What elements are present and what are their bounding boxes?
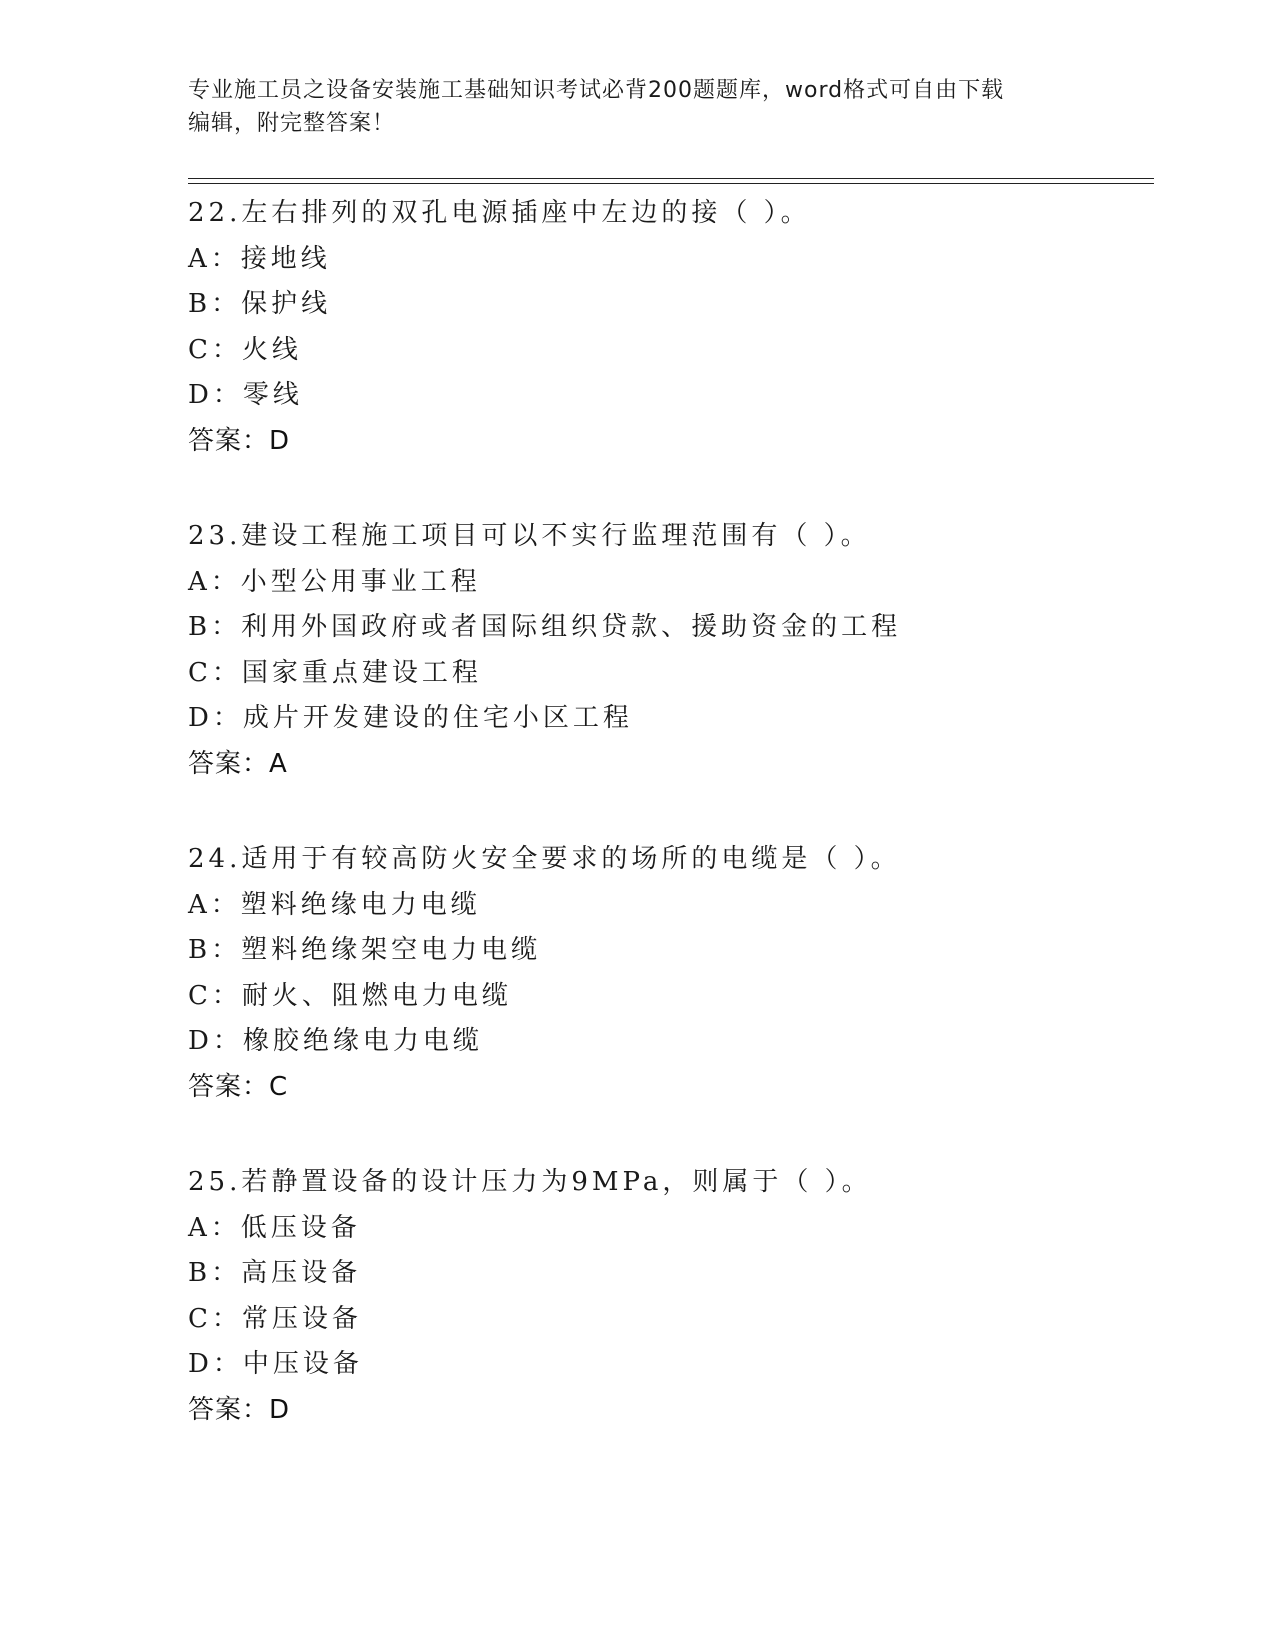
- option-b: B：保护线: [188, 289, 332, 319]
- answer-line: 答案：A: [188, 748, 288, 779]
- document-header: [188, 74, 1088, 140]
- header-divider-bottom: [188, 183, 1154, 184]
- question-25: [188, 1160, 1154, 1433]
- answer-line: 答案：D: [188, 1394, 291, 1425]
- option-b: B：高压设备: [188, 1258, 362, 1288]
- question-stem: 22.左右排列的双孔电源插座中左边的接（ ）。: [188, 198, 811, 228]
- question-24: [188, 837, 1154, 1110]
- option-c: C：火线: [188, 334, 302, 365]
- option-a: A：小型公用事业工程: [188, 566, 481, 597]
- option-a: A：塑料绝缘电力电缆: [188, 889, 481, 920]
- answer-line: 答案：C: [188, 1071, 289, 1102]
- question-23: [188, 514, 1154, 787]
- option-d: D：成片开发建设的住宅小区工程: [188, 703, 633, 733]
- option-c: C：国家重点建设工程: [188, 657, 482, 688]
- header-title-line-1: 专业施工员之设备安装施工基础知识考试必背200题题库，word格式可自由下载: [188, 78, 1005, 103]
- option-b: B：利用外国政府或者国际组织贷款、援助资金的工程: [188, 612, 902, 642]
- option-d: D：橡胶绝缘电力电缆: [188, 1026, 483, 1056]
- header-divider-top: [188, 178, 1154, 179]
- option-b: B：塑料绝缘架空电力电缆: [188, 935, 542, 965]
- answer-line: 答案：D: [188, 425, 291, 456]
- option-a: A：低压设备: [188, 1212, 361, 1243]
- option-c: C：耐火、阻燃电力电缆: [188, 980, 512, 1011]
- option-a: A：接地线: [188, 243, 331, 274]
- question-stem: 23.建设工程施工项目可以不实行监理范围有（ ）。: [188, 521, 871, 551]
- option-d: D：零线: [188, 380, 303, 410]
- question-stem: 24.适用于有较高防火安全要求的场所的电缆是（ ）。: [188, 844, 901, 874]
- option-c: C：常压设备: [188, 1303, 362, 1334]
- header-title-line-2: 编辑，附完整答案！: [188, 111, 396, 136]
- question-22: [188, 191, 1154, 464]
- question-list: [188, 191, 1154, 1483]
- question-stem: 25.若静置设备的设计压力为9MPa，则属于（ ）。: [188, 1167, 872, 1197]
- option-d: D：中压设备: [188, 1349, 363, 1379]
